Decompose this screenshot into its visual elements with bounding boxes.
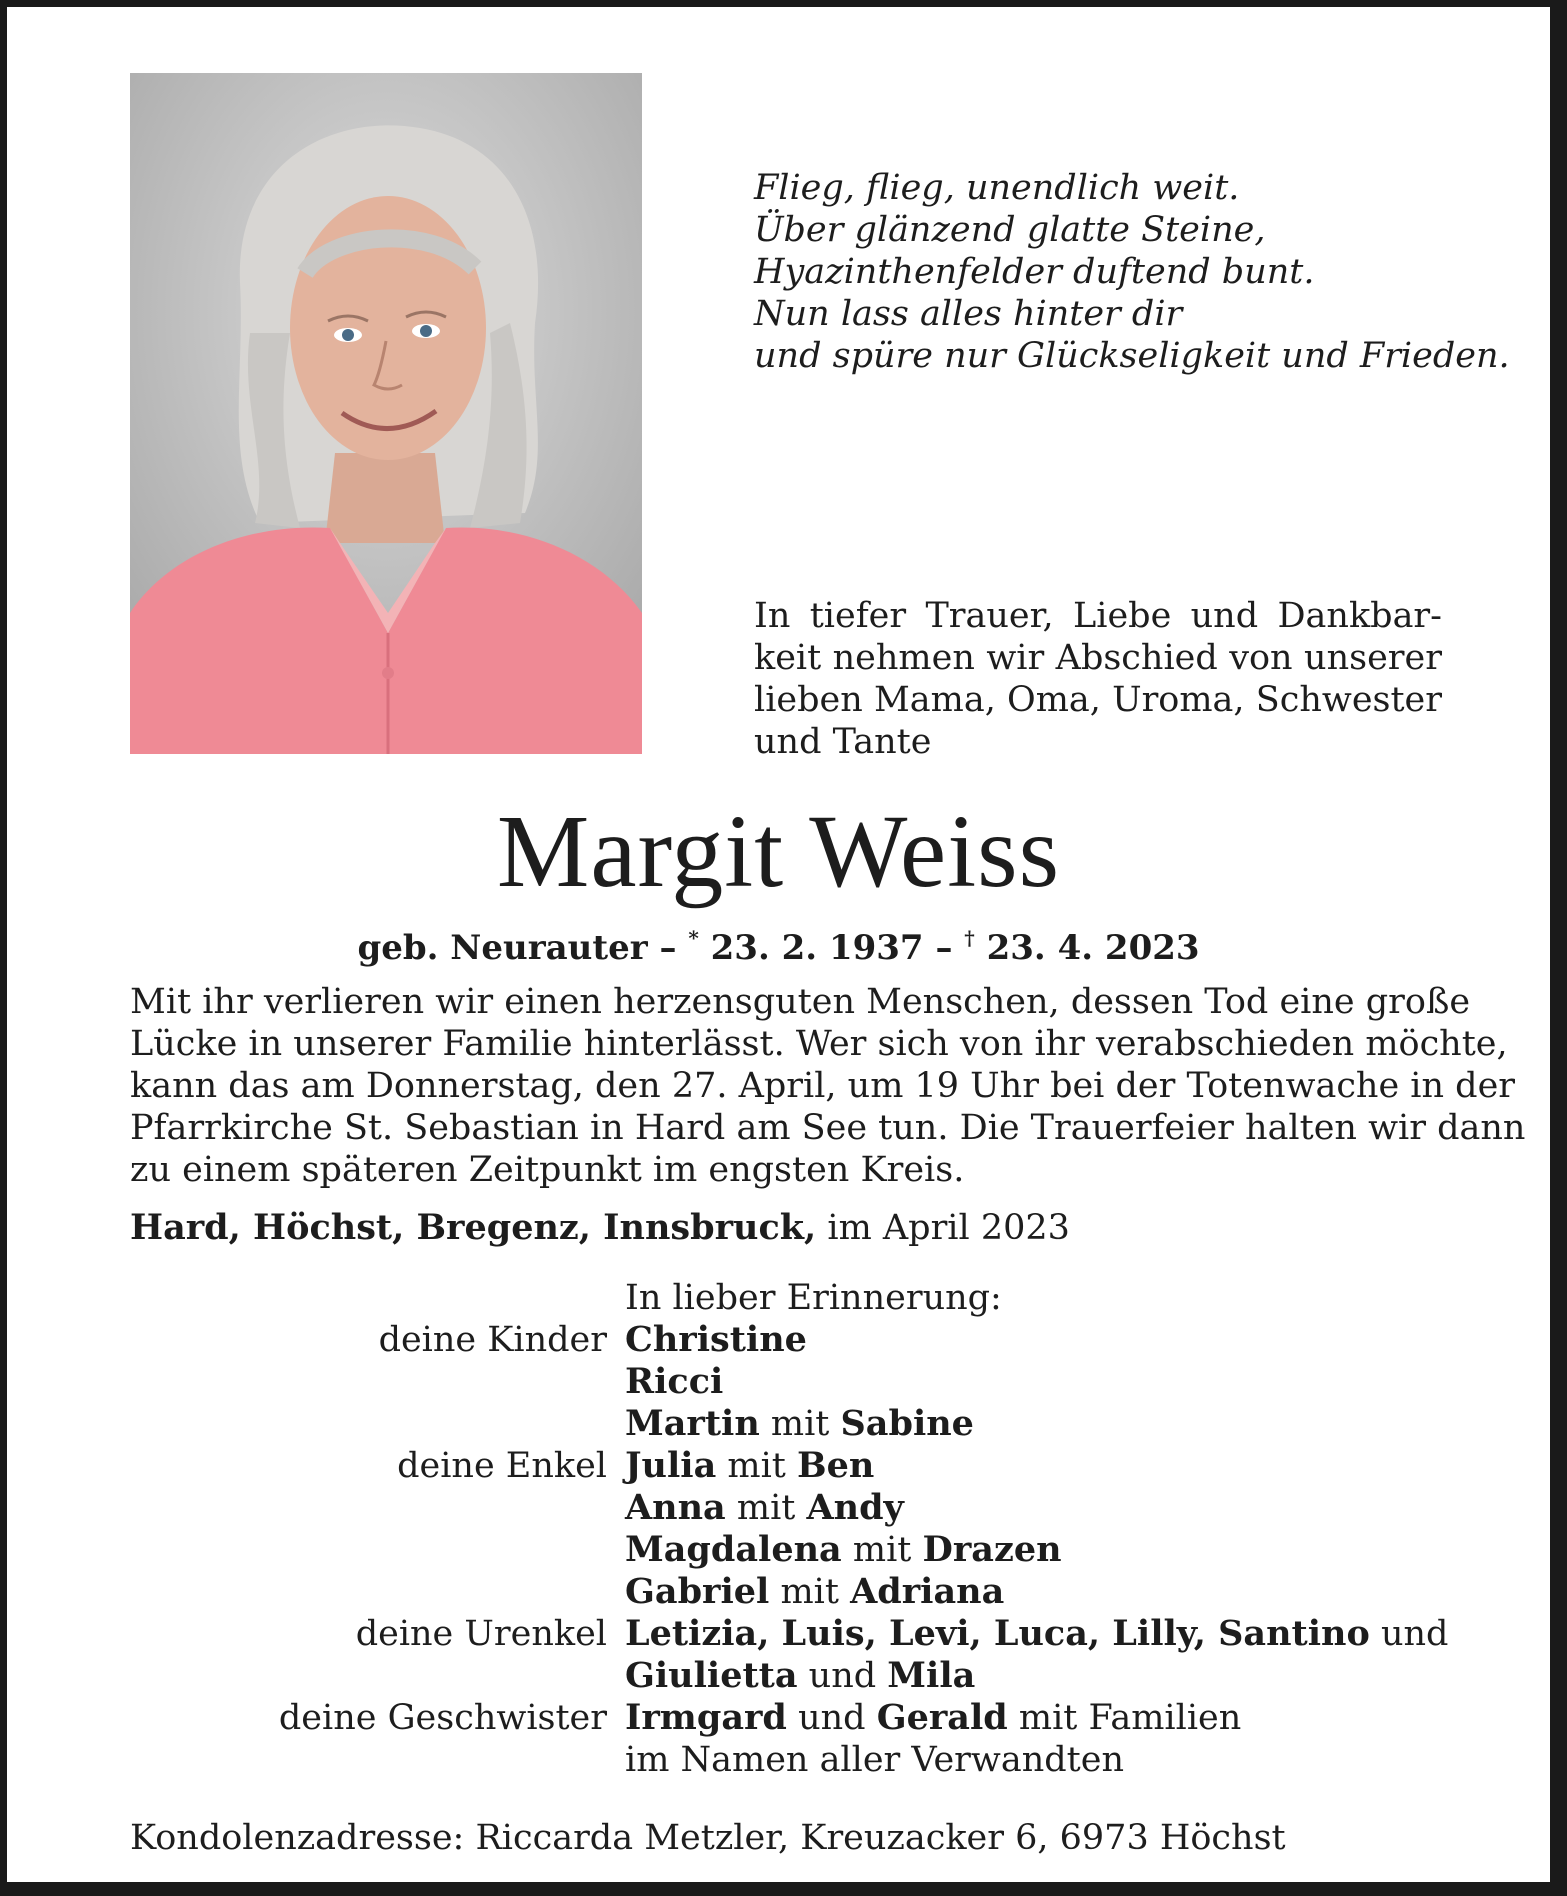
poem-line: Nun lass alles hinter dir <box>754 294 1183 334</box>
mourner-row <box>7 1487 1550 1529</box>
born-symbol: * <box>688 926 699 950</box>
mourner-row <box>7 1739 1550 1781</box>
mourner-row <box>7 1529 1550 1571</box>
mourner-name: Ben <box>797 1445 875 1486</box>
mourner-name: Adriana <box>850 1571 1005 1612</box>
connector: mit <box>780 1572 839 1612</box>
towns: Hard, Höchst, Bregenz, Innsbruck, <box>130 1207 817 1248</box>
mourner-name: Gerald <box>876 1697 1008 1738</box>
place-and-date <box>130 1207 1070 1249</box>
poem-line: Flieg, flieg, unendlich weit. <box>754 168 1240 208</box>
connector: und <box>798 1698 866 1738</box>
body-line: Lücke in unserer Familie hinterlässt. Wer sich von ihr verabschieden möchte, <box>130 1024 1508 1064</box>
connector: und <box>808 1656 877 1696</box>
mourner-name: Andy <box>806 1487 904 1528</box>
intro-line: keit nehmen wir Abschied von unserer <box>754 638 1442 678</box>
relation-label: deine Enkel <box>397 1446 607 1486</box>
mourner-row <box>7 1361 1550 1403</box>
mourner-name: Martin <box>625 1403 760 1444</box>
connector: mit <box>736 1488 796 1528</box>
mourner-name: Irmgard <box>625 1697 787 1738</box>
intro-line: lieben Mama, Oma, Uroma, Schwester <box>754 680 1442 720</box>
poem <box>754 167 1514 377</box>
mourner-name: Drazen <box>922 1529 1062 1570</box>
portrait-illustration <box>130 73 642 754</box>
mourner-name: Mila <box>887 1655 976 1696</box>
mourner-name: Gabriel <box>625 1571 770 1612</box>
mourner-row <box>7 1697 1550 1739</box>
relation-label: deine Kinder <box>378 1320 607 1360</box>
dash: – <box>659 928 677 968</box>
obituary-page <box>7 7 1550 1882</box>
intro-text <box>754 595 1442 763</box>
body-line: Mit ihr verlieren wir einen herzensguten Menschen, dessen Tod eine große <box>130 982 1471 1022</box>
poem-line: und spüre nur Glückseligkeit und Frieden. <box>754 336 1510 376</box>
mourner-name: Giulietta <box>625 1655 798 1696</box>
mourner-row <box>7 1445 1550 1487</box>
mourner-name: Julia <box>625 1445 717 1486</box>
mourner-row <box>7 1403 1550 1445</box>
mourner-row <box>7 1571 1550 1613</box>
mourner-name: Christine <box>625 1319 807 1360</box>
mourner-name: Magdalena <box>625 1529 842 1570</box>
body-line: kann das am Donnerstag, den 27. April, um 19 Uhr bei der Totenwache in der <box>130 1066 1516 1106</box>
deceased-name: Margit Weiss <box>496 794 1061 909</box>
death-date: 23. 4. 2023 <box>986 928 1200 968</box>
relation-label: deine Urenkel <box>355 1614 607 1654</box>
intro-line: und Tante <box>754 722 932 762</box>
connector: mit <box>852 1530 912 1570</box>
portrait-photo <box>130 73 642 754</box>
announcement-text <box>130 981 1526 1191</box>
body-line: zu einem späteren Zeitpunkt im engsten Kreis. <box>130 1150 965 1190</box>
connector: mit Familien <box>1018 1698 1242 1738</box>
life-dates <box>7 917 1550 969</box>
condolence-address: Kondolenzadresse: Riccarda Metzler, Kreuzacker 6, 6973 Höchst <box>130 1818 1286 1858</box>
mourner-row <box>7 1319 1550 1361</box>
closing-line: im Namen aller Verwandten <box>625 1740 1124 1780</box>
mourner-name: Letizia, Luis, Levi, Luca, Lilly, Santino <box>625 1613 1370 1654</box>
mourner-name: Ricci <box>625 1361 724 1402</box>
mourner-row <box>7 1613 1550 1655</box>
mourner-row <box>7 1655 1550 1697</box>
connector: mit <box>727 1446 786 1486</box>
connector: mit <box>770 1404 830 1444</box>
mourner-name: Sabine <box>840 1403 974 1444</box>
body-line: Pfarrkirche St. Sebastian in Hard am See tun. Die Trauerfeier halten wir dann <box>130 1108 1526 1148</box>
birth-name: geb. Neurauter <box>357 928 648 968</box>
relation-label: deine Geschwister <box>278 1698 607 1738</box>
memory-heading: In lieber Erinnerung: <box>625 1278 1002 1318</box>
dash: – <box>935 928 953 968</box>
intro-line: In tiefer Trauer, Liebe und Dankbar- <box>754 596 1442 636</box>
mourners-list <box>7 1319 1550 1781</box>
connector: und <box>1380 1614 1449 1654</box>
birth-date: 23. 2. 1937 <box>710 928 924 968</box>
poem-line: Hyazinthenfelder duftend bunt. <box>754 252 1315 292</box>
died-symbol: † <box>964 926 975 950</box>
poem-line: Über glänzend glatte Steine, <box>754 210 1266 250</box>
month-year: im April 2023 <box>827 1208 1070 1248</box>
mourner-name: Anna <box>625 1487 726 1528</box>
